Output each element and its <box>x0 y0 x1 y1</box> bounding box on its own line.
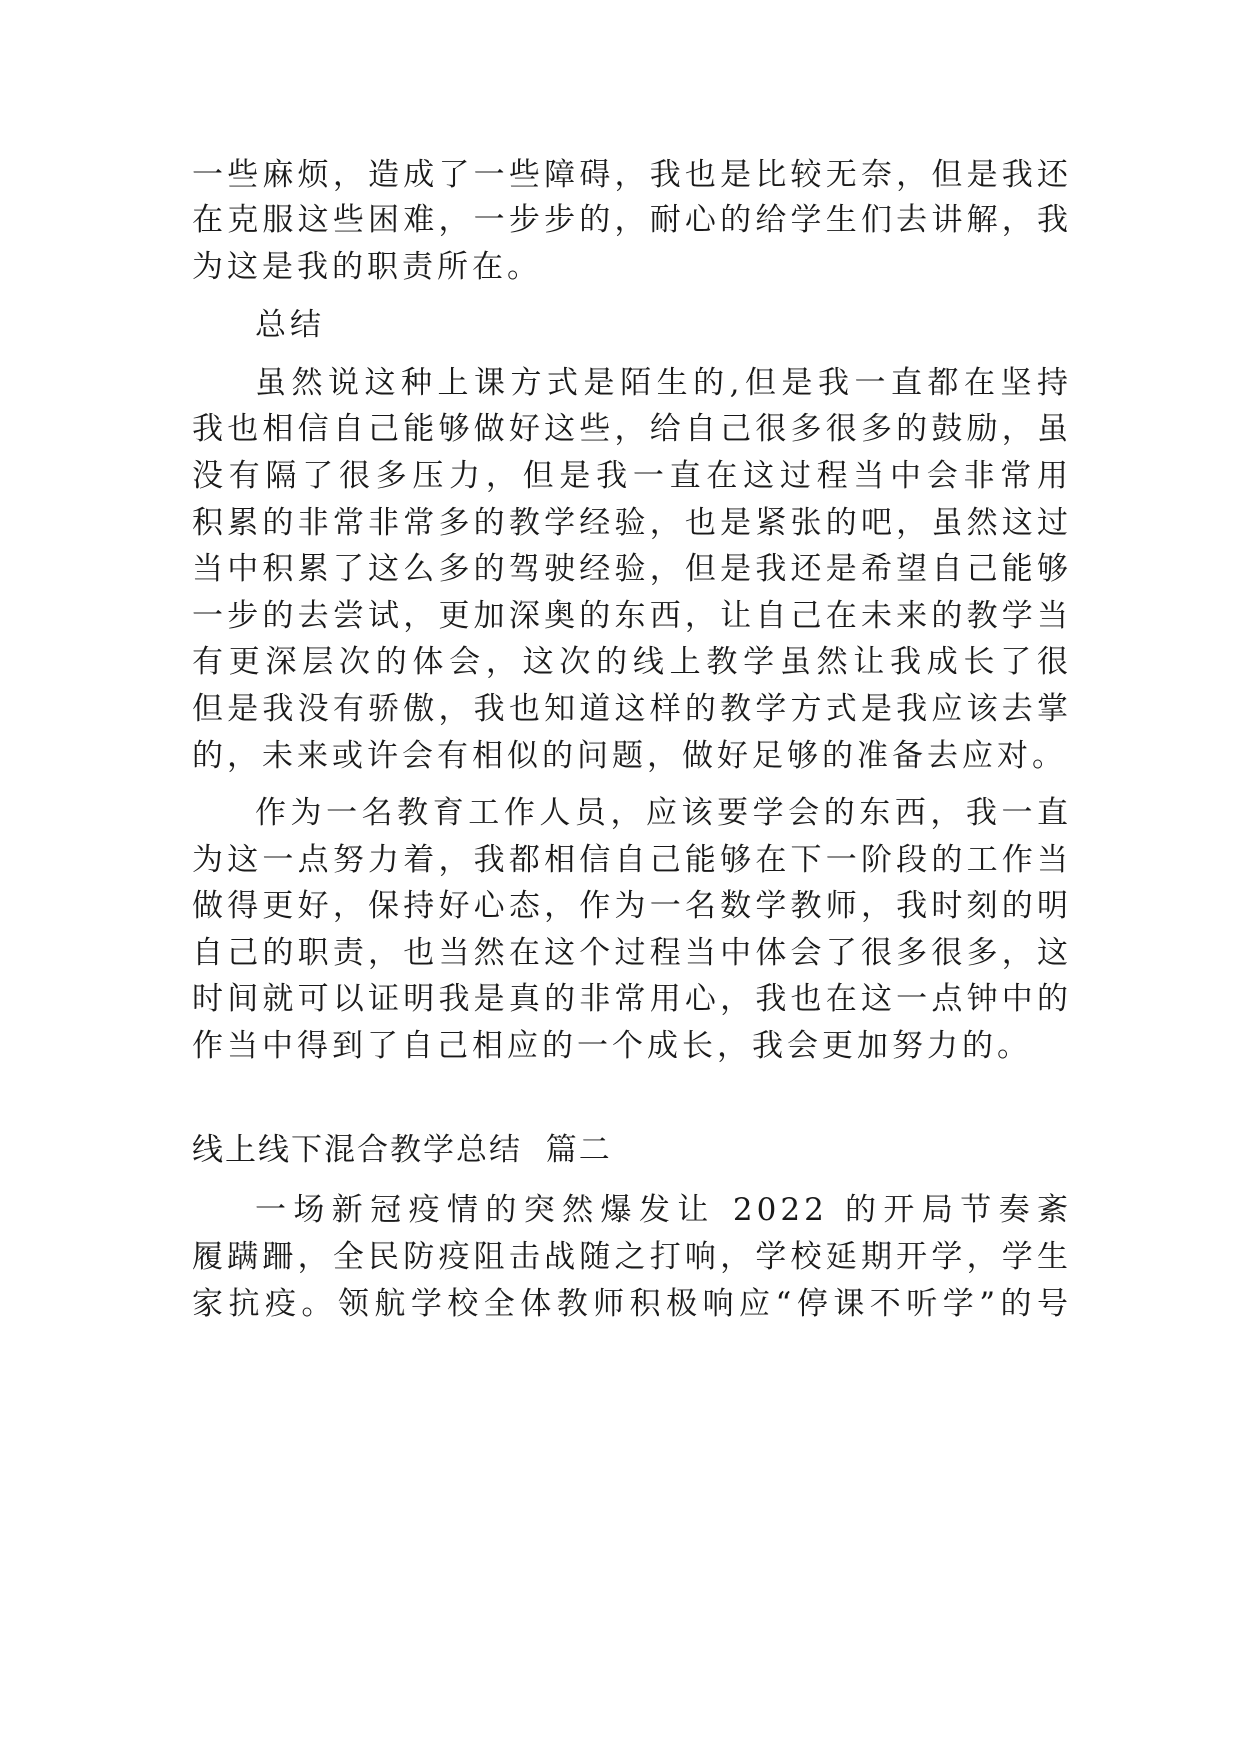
text-line: 一步的去尝试，更加深奥的东西，让自己在未来的教学当 <box>192 598 1072 634</box>
text-line: 但是我没有骄傲，我也知道这样的教学方式是我应该去掌 <box>192 691 1072 727</box>
text-line: 一场新冠疫情的突然爆发让 2022 的开局节奏紊 <box>255 1192 1072 1228</box>
text-line: 虽然说这种上课方式是陌生的,但是我一直都在坚持 <box>255 365 1072 401</box>
text-line: 为这是我的职责所在。 <box>192 249 542 285</box>
section-heading: 总结 <box>255 307 325 343</box>
text-line: 没有隔了很多压力，但是我一直在这过程当中会非常用 <box>192 458 1072 494</box>
text-line: 作为一名教育工作人员，应该要学会的东西，我一直 <box>255 795 1072 831</box>
text-line: 履蹒跚，全民防疫阻击战随之打响，学校延期开学，学生 <box>192 1239 1072 1275</box>
text-line: 当中积累了这么多的驾驶经验，但是我还是希望自己能够 <box>192 551 1072 587</box>
text-line: 家抗疫。领航学校全体教师积极响应“停课不听学”的号 <box>192 1286 1072 1322</box>
text-line: 有更深层次的体会，这次的线上教学虽然让我成长了很 <box>192 644 1072 680</box>
text-line: 作当中得到了自己相应的一个成长，我会更加努力的。 <box>192 1028 1032 1064</box>
text-line: 我也相信自己能够做好这些，给自己很多很多的鼓励，虽 <box>192 411 1072 447</box>
text-line: 时间就可以证明我是真的非常用心，我也在这一点钟中的 <box>192 981 1072 1017</box>
text-line: 做得更好，保持好心态，作为一名数学教师，我时刻的明 <box>192 888 1072 924</box>
text-line: 在克服这些困难，一步步的，耐心的给学生们去讲解，我 <box>192 202 1072 238</box>
section-title: 线上线下混合教学总结 篇二 <box>192 1132 612 1168</box>
text-line: 的，未来或许会有相似的问题，做好足够的准备去应对。 <box>192 738 1067 774</box>
text-line: 积累的非常非常多的教学经验，也是紧张的吧，虽然这过 <box>192 505 1072 541</box>
text-line: 为这一点努力着，我都相信自己能够在下一阶段的工作当 <box>192 842 1072 878</box>
text-line: 一些麻烦，造成了一些障碍，我也是比较无奈，但是我还 <box>192 157 1072 193</box>
text-line: 自己的职责，也当然在这个过程当中体会了很多很多，这 <box>192 935 1072 971</box>
